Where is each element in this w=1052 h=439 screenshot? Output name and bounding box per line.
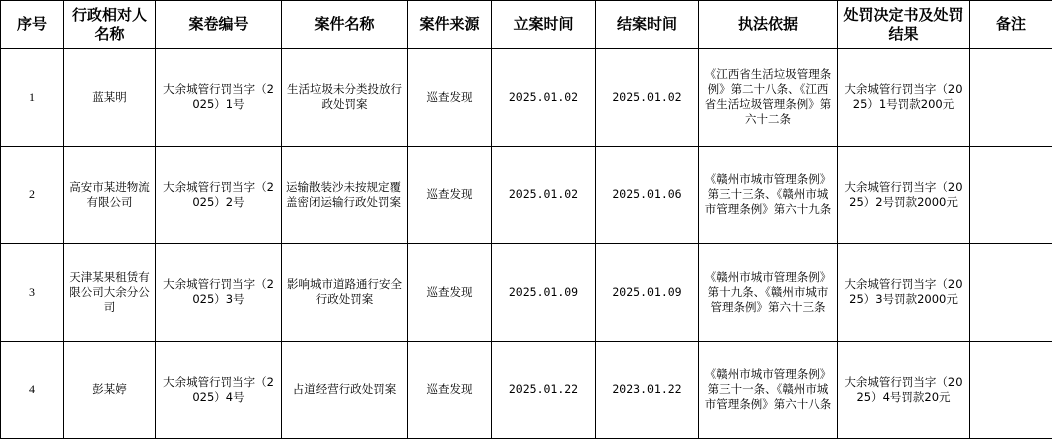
cell-remarks [970, 244, 1052, 342]
cell-case-name: 影响城市道路通行安全行政处罚案 [282, 244, 408, 342]
cell-case-name: 运输散装沙未按规定覆盖密闭运输行政处罚案 [282, 146, 408, 244]
cell-basis: 《赣州市城市管理条例》第三十三条、《赣州市城市管理条例》第六十九条 [699, 146, 838, 244]
cell-party: 天津某果租赁有限公司大余分公司 [64, 244, 156, 342]
cell-seq: 2 [1, 146, 64, 244]
cell-party: 高安市某进物流有限公司 [64, 146, 156, 244]
header-decision: 处罚决定书及处罚结果 [838, 1, 970, 49]
cell-source: 巡查发现 [408, 49, 492, 147]
cell-remarks [970, 146, 1052, 244]
cell-seq: 4 [1, 341, 64, 439]
cell-source: 巡查发现 [408, 146, 492, 244]
header-case-name: 案件名称 [282, 1, 408, 49]
cell-basis: 《赣州市城市管理条例》第十九条、《赣州市城市管理条例》第六十三条 [699, 244, 838, 342]
header-closed: 结案时间 [596, 1, 699, 49]
cell-case-name: 占道经营行政处罚案 [282, 341, 408, 439]
header-basis: 执法依据 [699, 1, 838, 49]
cell-seq: 3 [1, 244, 64, 342]
header-source: 案件来源 [408, 1, 492, 49]
header-filed: 立案时间 [492, 1, 596, 49]
header-remarks: 备注 [970, 1, 1052, 49]
cell-party: 蓝某明 [64, 49, 156, 147]
table-row [1, 244, 1052, 342]
cell-seq: 1 [1, 49, 64, 147]
cell-remarks [970, 49, 1052, 147]
table-row [1, 146, 1052, 244]
cell-decision: 大余城管行罚当字（2025）3号罚款2000元 [838, 244, 970, 342]
cell-filed: 2025.01.02 [492, 146, 596, 244]
header-row [1, 1, 1052, 49]
cell-closed: 2025.01.06 [596, 146, 699, 244]
cell-decision: 大余城管行罚当字（2025）2号罚款2000元 [838, 146, 970, 244]
cell-case-no: 大余城管行罚当字（2025）3号 [156, 244, 282, 342]
cell-basis: 《江西省生活垃圾管理条例》第二十八条、《江西省生活垃圾管理条例》第六十二条 [699, 49, 838, 147]
cell-filed: 2025.01.02 [492, 49, 596, 147]
cell-remarks [970, 341, 1052, 439]
cell-filed: 2025.01.22 [492, 341, 596, 439]
table-row [1, 49, 1052, 147]
cell-closed: 2025.01.09 [596, 244, 699, 342]
cell-source: 巡查发现 [408, 341, 492, 439]
cell-source: 巡查发现 [408, 244, 492, 342]
table-row [1, 341, 1052, 439]
cell-case-name: 生活垃圾未分类投放行政处罚案 [282, 49, 408, 147]
header-case-no: 案卷编号 [156, 1, 282, 49]
cell-case-no: 大余城管行罚当字（2025）4号 [156, 341, 282, 439]
cell-party: 彭某婷 [64, 341, 156, 439]
cell-case-no: 大余城管行罚当字（2025）1号 [156, 49, 282, 147]
cell-closed: 2025.01.02 [596, 49, 699, 147]
cell-decision: 大余城管行罚当字（2025）4号罚款20元 [838, 341, 970, 439]
header-party: 行政相对人名称 [64, 1, 156, 49]
cell-decision: 大余城管行罚当字（2025）1号罚款200元 [838, 49, 970, 147]
cell-case-no: 大余城管行罚当字（2025）2号 [156, 146, 282, 244]
cell-filed: 2025.01.09 [492, 244, 596, 342]
cell-closed: 2023.01.22 [596, 341, 699, 439]
cell-basis: 《赣州市城市管理条例》第三十一条、《赣州市城市管理条例》第六十八条 [699, 341, 838, 439]
header-seq: 序号 [1, 1, 64, 49]
